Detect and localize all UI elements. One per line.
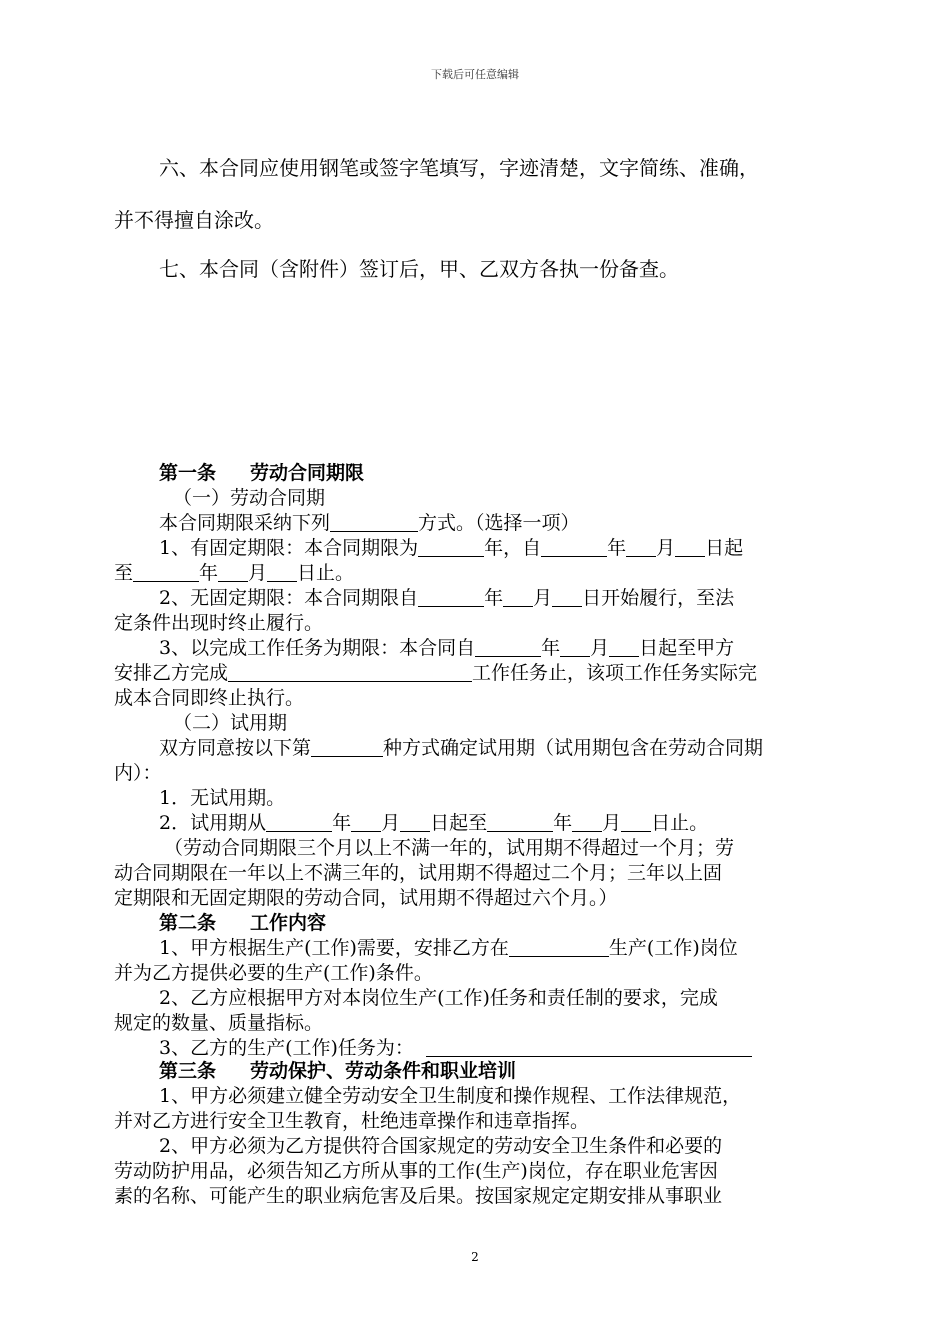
text: 年 — [199, 562, 219, 584]
fixed-start-day-blank[interactable] — [675, 536, 705, 557]
safety-line-4: 劳动防护用品，必须告知乙方所从事的工作(生产)岗位，存在职业危害因 — [114, 1160, 718, 1182]
text: 年 — [484, 587, 504, 609]
text: 安排乙方完成 — [114, 662, 229, 684]
text: 月 — [533, 587, 553, 609]
probation-start-year-blank[interactable] — [266, 811, 332, 832]
probation-option-2 — [159, 811, 708, 835]
work-post-line-2: 并为乙方提供必要的生产(工作)条件。 — [114, 962, 433, 984]
text: 1、甲方根据生产(工作)需要，安排乙方在 — [159, 937, 509, 959]
open-term-line-2: 定条件出现时终止履行。 — [114, 612, 324, 634]
text: 年 — [541, 637, 561, 659]
open-start-month-blank[interactable] — [503, 586, 533, 607]
work-quota-line-2: 规定的数量、质量指标。 — [114, 1012, 324, 1034]
text: 日起至 — [430, 812, 488, 834]
text: 月 — [602, 812, 622, 834]
text: 2．试用期从 — [159, 812, 267, 834]
task-description-blank[interactable] — [228, 661, 472, 682]
text: 年，自 — [484, 537, 542, 559]
work-post-blank[interactable] — [509, 936, 609, 957]
article-3-title: 劳动保护、劳动条件和职业培训 — [250, 1060, 517, 1082]
text: 年 — [332, 812, 352, 834]
fixed-term-line — [159, 536, 743, 560]
safety-line-1: 1、甲方必须建立健全劳动安全卫生制度和操作规程、工作法律规范， — [159, 1085, 742, 1107]
text: 种方式确定试用期（试用期包含在劳动合同期 — [383, 737, 764, 759]
text: 月 — [381, 812, 401, 834]
probation-choice-line-2: 内）： — [114, 762, 162, 784]
article-2-title: 工作内容 — [250, 912, 327, 934]
fixed-start-year-blank[interactable] — [541, 536, 607, 557]
text: 3、乙方的生产(工作)任务为： — [159, 1037, 414, 1059]
text: 日止。 — [297, 562, 355, 584]
contract-term-choice-line — [159, 511, 580, 535]
probation-end-year-blank[interactable] — [487, 811, 553, 832]
text: 方式。（选择一项） — [418, 512, 580, 534]
work-task-blank[interactable] — [426, 1036, 752, 1057]
fixed-end-year-blank[interactable] — [133, 561, 199, 582]
clause-seven: 七、本合同（含附件）签订后，甲、乙双方各执一份备查。 — [159, 257, 679, 281]
task-term-line-2 — [114, 661, 757, 685]
text: 2、无固定期限：本合同期限自 — [159, 587, 419, 609]
text: 月 — [656, 537, 676, 559]
safety-line-3: 2、甲方必须为乙方提供符合国家规定的劳动安全卫生条件和必要的 — [159, 1135, 723, 1157]
text: 月 — [248, 562, 268, 584]
probation-end-day-blank[interactable] — [621, 811, 651, 832]
open-start-day-blank[interactable] — [552, 586, 582, 607]
page-number: 2 — [471, 1250, 479, 1264]
text: 1、有固定期限：本合同期限为 — [159, 537, 419, 559]
probation-option-blank[interactable] — [311, 736, 383, 757]
probation-start-month-blank[interactable] — [351, 811, 381, 832]
text: 年 — [553, 812, 573, 834]
open-start-year-blank[interactable] — [418, 586, 484, 607]
open-term-line — [159, 586, 734, 610]
task-start-month-blank[interactable] — [560, 636, 590, 657]
work-post-line — [159, 936, 738, 960]
probation-note-line-1: （劳动合同期限三个月以上不满一年的，试用期不得超过一个月；劳 — [164, 837, 735, 859]
probation-start-day-blank[interactable] — [400, 811, 430, 832]
probation-note-line-2: 动合同期限在一年以上不满三年的，试用期不得超过二个月；三年以上固 — [114, 862, 723, 884]
fixed-end-day-blank[interactable] — [267, 561, 297, 582]
task-term-line-3: 成本合同即终止执行。 — [114, 687, 305, 709]
article-1-number: 第一条 — [159, 462, 217, 484]
clause-six-line-1: 六、本合同应使用钢笔或签字笔填写，字迹清楚，文字简练、准确， — [159, 156, 759, 180]
probation-end-month-blank[interactable] — [572, 811, 602, 832]
page-header: 下载后可任意编辑 — [431, 68, 519, 81]
safety-line-2: 并对乙方进行安全卫生教育，杜绝违章操作和违章指挥。 — [114, 1110, 590, 1132]
task-start-year-blank[interactable] — [475, 636, 541, 657]
text: 年 — [607, 537, 627, 559]
fixed-end-month-blank[interactable] — [218, 561, 248, 582]
article-1-heading — [159, 461, 364, 485]
clause-six-line-2: 并不得擅自涂改。 — [114, 208, 274, 232]
article-2-heading — [159, 911, 326, 935]
article-3-heading — [159, 1059, 516, 1083]
text: 日开始履行，至法 — [582, 587, 735, 609]
section-probation: （二）试用期 — [173, 712, 288, 734]
fixed-start-month-blank[interactable] — [626, 536, 656, 557]
work-quota-line: 2、乙方应根据甲方对本岗位生产(工作)任务和责任制的要求，完成 — [159, 987, 718, 1009]
text: 月 — [590, 637, 610, 659]
task-start-day-blank[interactable] — [609, 636, 639, 657]
text: 至 — [114, 562, 134, 584]
text: 本合同期限采纳下列 — [159, 512, 331, 534]
fixed-term-end-line — [114, 561, 354, 585]
article-3-number: 第三条 — [159, 1060, 217, 1082]
fixed-years-blank[interactable] — [418, 536, 484, 557]
term-type-blank[interactable] — [330, 511, 418, 532]
text: 工作任务止，该项工作任务实际完 — [472, 662, 758, 684]
safety-line-5: 素的名称、可能产生的职业病危害及后果。按国家规定定期安排从事职业 — [114, 1185, 723, 1207]
section-contract-term: （一）劳动合同期 — [173, 487, 326, 509]
probation-note-line-3: 定期限和无固定期限的劳动合同，试用期不得超过六个月。） — [114, 887, 618, 909]
article-2-number: 第二条 — [159, 912, 217, 934]
probation-choice-line — [159, 736, 763, 760]
task-term-line — [159, 636, 734, 660]
text: 日起至甲方 — [639, 637, 735, 659]
text: 日起 — [705, 537, 744, 559]
text: 日止。 — [651, 812, 709, 834]
text: 双方同意按以下第 — [159, 737, 312, 759]
probation-option-1: 1．无试用期。 — [159, 787, 286, 809]
work-task-line — [159, 1036, 752, 1060]
text: 3、以完成工作任务为期限：本合同自 — [159, 637, 476, 659]
article-1-title: 劳动合同期限 — [250, 462, 365, 484]
text: 生产(工作)岗位 — [608, 937, 738, 959]
